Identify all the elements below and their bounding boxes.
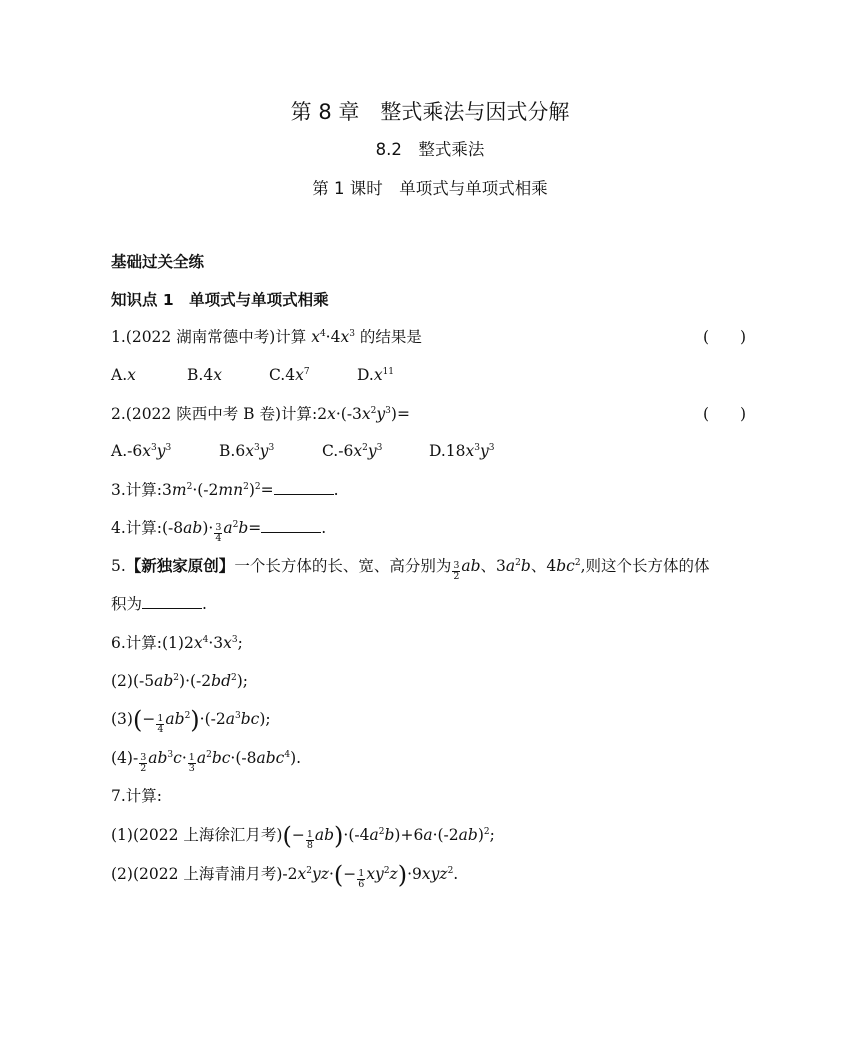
- question-7-title: 7.计算:: [111, 787, 163, 805]
- question-7-part-1: (1)(2022 上海徐汇月考)(− $\frac{1}{8}$ $ab)\cdot(-4a^2b)+6a\cdot(-2ab)^2$;: [111, 822, 495, 851]
- question-7-part-2: (2)(2022 上海青浦月考)$-2x^2yz\cdot(-$ $\frac{1}{6}$ $xy^2z)\cdot 9xyz^2$.: [111, 861, 459, 890]
- fraction: $\frac{1}{6}$: [358, 868, 365, 890]
- answer-blank-3: [274, 480, 334, 495]
- option-d: $D.x^{11}$: [357, 366, 395, 384]
- answer-blank-5: [142, 594, 202, 609]
- fraction: $\frac{1}{8}$: [306, 829, 313, 851]
- question-2: 2.(2022 陕西中考 B 卷)计算$:2x\cdot(-3x^2y^3)=$: [111, 405, 410, 423]
- option-b: B.4x: [187, 366, 222, 384]
- question-3: 3.计算$:3m^2\cdot(-2mn^2)^2=$ .: [111, 481, 339, 499]
- question-1: 1.(2022 湖南常德中考)计算 $x^4\cdot 4x^3$ 的结果是: [111, 328, 422, 346]
- question-5-line2: 积为 .: [111, 595, 207, 613]
- option-a: A.x: [111, 366, 136, 384]
- original-tag: 【新独家原创】: [125, 557, 235, 575]
- fraction: $\frac{1}{4}$: [157, 713, 164, 735]
- question-4: 4.计算:(-8ab)· $\frac{3}{4}$ $a^2b=$ .: [111, 519, 327, 544]
- fraction: $\frac{1}{3}$: [188, 752, 195, 774]
- lesson-title: 第 1 课时 单项式与单项式相乘: [312, 179, 548, 198]
- option-b: $B.6x^3y^3$: [219, 442, 275, 460]
- fraction: $\frac{3}{2}$: [453, 560, 460, 582]
- option-d: $D.18x^3y^3$: [429, 442, 495, 460]
- fraction: $\frac{3}{2}$: [140, 752, 147, 774]
- option-c: $C.4x^7$: [269, 366, 310, 384]
- answer-blank-4: [261, 518, 321, 533]
- knowledge-point-title: 知识点 1 单项式与单项式相乘: [111, 291, 329, 309]
- question-6-part-2: $(2)(-5ab^2)\cdot(-2bd^2)$;: [111, 672, 249, 690]
- fraction: $\frac{3}{4}$: [215, 522, 222, 544]
- chapter-title: 第 8 章 整式乘法与因式分解: [290, 100, 570, 124]
- question-1-options: [111, 365, 394, 385]
- section-title: 8.2 整式乘法: [375, 140, 485, 159]
- question-5: 5.【新独家原创】一个长方体的长、宽、高分别为 $\frac{3}{2}$ ab、$3a^2b$、$4bc^2$,则这个长方体的体: [111, 557, 710, 582]
- option-a: $A.-6x^3y^3$: [111, 442, 172, 460]
- question-6-part-1: 6.计算$:(1)2x^4\cdot 3x^3$;: [111, 634, 243, 652]
- question-2-options: [111, 441, 495, 461]
- option-c: $C.-6x^2y^3$: [322, 442, 383, 460]
- answer-parentheses-2: ( ): [703, 405, 747, 423]
- exercise-group-title: 基础过关全练: [111, 253, 205, 271]
- answer-parentheses-1: ( ): [703, 328, 747, 346]
- question-6-part-3: (3)(− $\frac{1}{4}$ $ab^2)\cdot(-2a^3bc)$;: [111, 706, 271, 735]
- question-6-part-4: (4)- $\frac{3}{2}$ $ab^3c\cdot$ $\frac{1}{3}$ $a^2bc\cdot(-8abc^4)$.: [111, 749, 302, 774]
